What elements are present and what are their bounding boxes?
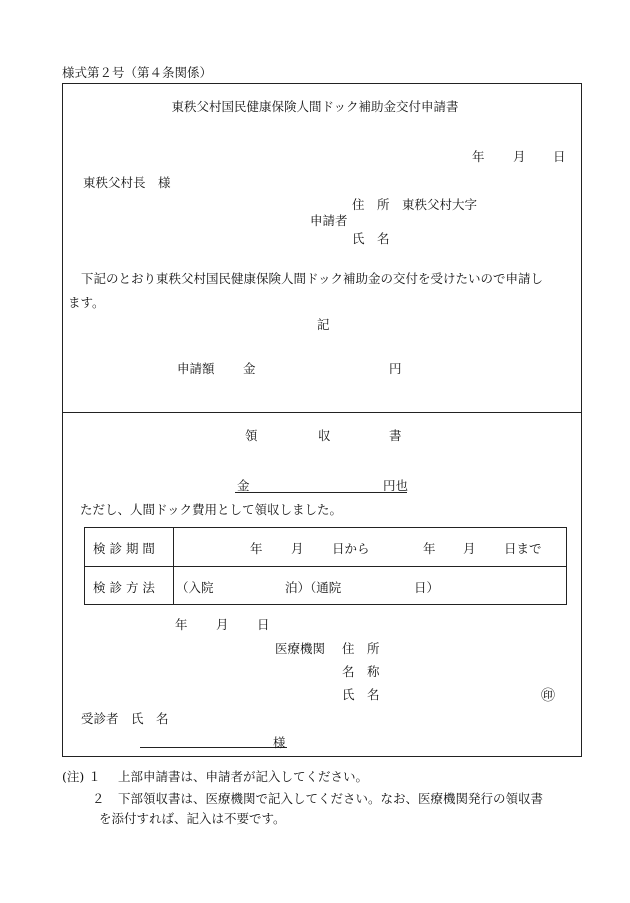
address-value: 東秩父村大字 <box>402 197 478 212</box>
exam-method-day: 日） <box>414 580 440 595</box>
exam-period-end-month: 月 <box>463 541 476 556</box>
receipt-date-year: 年 <box>175 617 188 632</box>
examinee-label: 受診者 氏 名 <box>81 711 169 726</box>
receipt-amount-line <box>235 476 407 493</box>
exam-period-end-day: 日まで <box>504 541 542 556</box>
application-body-line2: ます。 <box>68 295 105 310</box>
exam-table-column-divider <box>173 528 174 604</box>
applicant-name-label: 氏 名 <box>352 231 390 246</box>
requested-amount-kin: 金 <box>243 361 256 376</box>
applicant-label: 申請者 <box>310 213 348 228</box>
exam-method-label: 検 診 方 法 <box>93 580 155 595</box>
institution-person-label: 氏 名 <box>342 687 380 702</box>
notes-prefix: (注) １ <box>62 769 101 784</box>
institution-address-label: 住 所 <box>342 641 380 656</box>
exam-period-start-month: 月 <box>291 541 304 556</box>
form-number: 様式第２号（第４条関係） <box>62 65 213 80</box>
receipt-date-month: 月 <box>216 617 229 632</box>
exam-period-end-year: 年 <box>423 541 436 556</box>
receipt-amount-suffix: 円也 <box>383 478 409 493</box>
section-divider <box>62 412 582 413</box>
receipt-title-char-3: 書 <box>389 428 402 443</box>
note-2-number: ２ <box>92 791 105 806</box>
examinee-signature-line <box>140 733 287 748</box>
application-date-year: 年 <box>472 149 485 164</box>
exam-method-stay: 泊）（通院 <box>285 580 342 595</box>
application-date-day: 日 <box>553 149 566 164</box>
requested-amount-label: 申請額 <box>177 361 215 376</box>
requested-amount-yen: 円 <box>389 361 402 376</box>
examinee-sama: 様 <box>273 735 286 750</box>
note-2-line2: を添付すれば、記入は不要です。 <box>99 811 286 826</box>
seal-mark: ㊞ <box>541 688 555 704</box>
exam-period-label: 検 診 期 間 <box>93 541 155 556</box>
exam-period-start-day: 日から <box>332 541 370 556</box>
receipt-amount-kin: 金 <box>237 478 250 493</box>
institution-name-label: 名 称 <box>342 664 380 679</box>
receipt-date-day: 日 <box>257 617 270 632</box>
note-2-line1: 下部領収書は、医療機関で記入してください。なお、医療機関発行の領収書 <box>118 791 544 806</box>
ki-marker: 記 <box>317 317 330 332</box>
receipt-title-char-1: 領 <box>245 428 258 443</box>
institution-label: 医療機関 <box>275 641 326 656</box>
receipt-proviso: ただし、人間ドック費用として領収しました。 <box>80 502 343 517</box>
application-title: 東秩父村国民健康保険人間ドック補助金交付申請書 <box>171 99 459 114</box>
exam-table-row-divider <box>85 566 566 567</box>
exam-method-inpatient: （入院 <box>176 580 214 595</box>
address-label: 住 所 <box>352 197 390 212</box>
application-body-line1: 下記のとおり東秩父村国民健康保険人間ドック補助金の交付を受けたいので申請し <box>81 271 544 286</box>
application-date-month: 月 <box>513 149 526 164</box>
addressee: 東秩父村長 様 <box>83 175 171 190</box>
note-1: 上部申請書は、申請者が記入してください。 <box>118 769 369 784</box>
receipt-title-char-2: 収 <box>318 428 331 443</box>
exam-period-start-year: 年 <box>250 541 263 556</box>
